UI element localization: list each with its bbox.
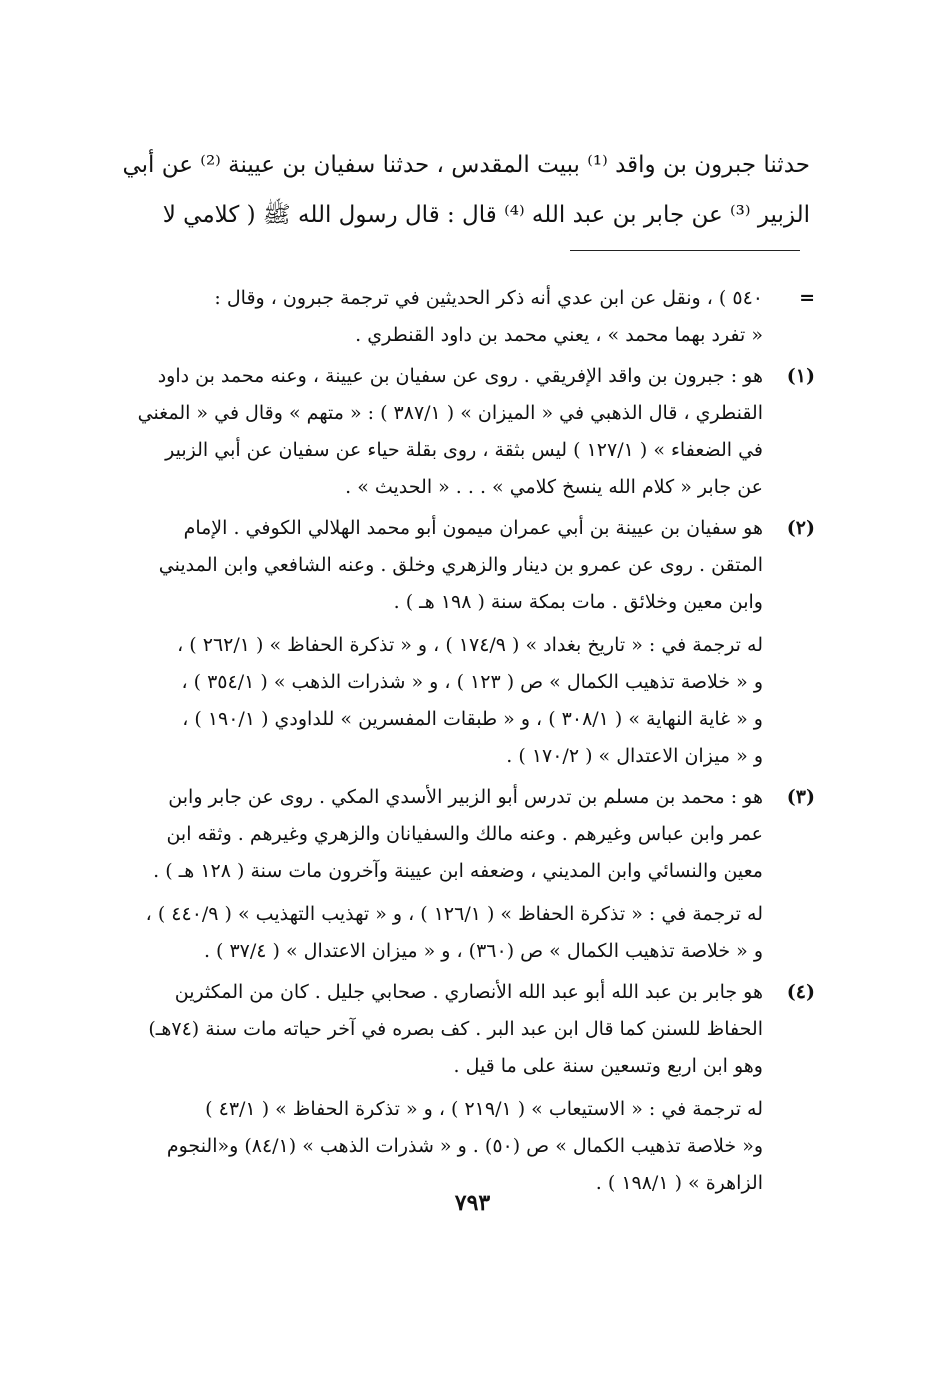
footnote-marker: (١) [786, 365, 815, 387]
footnote [150, 510, 815, 775]
footnotes [137, 280, 815, 1206]
footnote-line: هو سفيان بن عيينة بن أبي عمران ميمون أبو محمد الهلالي الكوفي . الإمام [183, 517, 763, 539]
footnote-line: عن جابر « كلام الله ينسخ كلامي » . . . « الحديث » . [345, 476, 763, 498]
page-number: ٧٩٣ [454, 1190, 491, 1216]
footnote-reference-line: الزاهرة » ( ١٩٨/١ ) . [595, 1172, 763, 1194]
footnote-reference-line: و « خلاصة تذهيب الكمال » ص ( ١٢٣ ) ، و « شذرات الذهب » ( ٣٥٤/١ ) ، [181, 671, 763, 693]
footnote-references [145, 896, 763, 970]
footnote-line: « تفرد بهما محمد » ، يعني محمد بن داود القنطري . [355, 324, 763, 346]
footnote-reference-line: و « خلاصة تذهيب الكمال » ص (٣٦٠) ، و « ميزان الاعتدال » ( ٣٧/٤ ) . [203, 940, 763, 962]
footnote-reference-line: و « ميزان الاعتدال » ( ١٧٠/٢ ) . [506, 745, 763, 767]
footnote [145, 779, 815, 970]
footnote-line: القنطري ، قال الذهبي في « الميزان » ( ٣٨٧/١ ) : « متهم » وقال في « المغني [137, 402, 763, 424]
main-text [122, 140, 810, 240]
footnote-line: ٥٤٠ ) ، ونقل عن ابن عدي أنه ذكر الحديثين في ترجمة جبرون ، وقال : [214, 287, 763, 309]
footnote-line: الحفاظ للسنن كما قال ابن عبد البر . كف بصره في آخر حياته مات سنة (٧٤هـ) [148, 1018, 763, 1040]
footnote-references [150, 627, 763, 775]
footnote-line: في الضعفاء » ( ١٢٧/١ ) ليس بثقة ، روى بقلة حياء عن سفيان عن أبي الزبير [165, 439, 763, 461]
footnote-line: هو : جبرون بن واقد الإفريقي . روى عن سفيان بن عيينة ، وعنه محمد بن داود [157, 365, 763, 387]
footnote [150, 280, 815, 354]
footnote-marker: = [799, 287, 815, 309]
footnote-line: عمر وابن عباس وغيرهم . وعنه مالك والسفيانان والزهري وغيرهم . وثقه ابن [166, 823, 763, 845]
main-text-line: الزبير ⁽³⁾ عن جابر بن عبد الله ⁽⁴⁾ قال : قال رسول الله ﷺ ( كلامي لا [162, 202, 810, 228]
main-text-line: حدثنا جبرون بن واقد ⁽¹⁾ ببيت المقدس ، حدثنا سفيان بن عيينة ⁽²⁾ عن أبي [122, 152, 810, 178]
footnote-reference-line: و « غاية النهاية » ( ٣٠٨/١ ) ، و « طبقات المفسرين » للداودي ( ١٩٠/١ ) ، [182, 708, 763, 730]
footnote-reference-line: له ترجمة في : « تاريخ بغداد » ( ١٧٤/٩ ) ، و « تذكرة الحفاظ » ( ٢٦٢/١ ) ، [177, 634, 763, 656]
footnote [137, 358, 815, 506]
footnote-marker: (٣) [786, 786, 815, 808]
footnote-line: هو : محمد بن مسلم بن تدرس أبو الزبير الأسدي المكي . روى عن جابر وابن [168, 786, 763, 808]
footnote-line: وابن معين وخلائق . مات بمكة سنة ( ١٩٨ هـ ) . [393, 591, 763, 613]
footnote-reference-line: له ترجمة في : « الاستيعاب » ( ٢١٩/١ ) ، و « تذكرة الحفاظ » ( ٤٣/١ ) [205, 1098, 763, 1120]
footnote-reference-line: و« خلاصة تذهيب الكمال » ص (٥٠) . و « شذرات الذهب » (٨٤/١) و«النجوم [166, 1135, 763, 1157]
footnote-marker: (٢) [786, 517, 815, 539]
footnote-marker: (٤) [786, 981, 815, 1003]
footnote [150, 974, 815, 1202]
footnote-reference-line: له ترجمة في : « تذكرة الحفاظ » ( ١٢٦/١ ) ، و « تهذيب التهذيب » ( ٤٤٠/٩ ) ، [145, 903, 763, 925]
footnote-line: وهو ابن اربع وتسعين سنة على ما قيل . [453, 1055, 763, 1077]
footnote-references [150, 1091, 763, 1202]
footnote-line: هو جابر بن عبد الله أبو عبد الله الأنصاري . صحابي جليل . كان من المكثرين [174, 981, 763, 1003]
footnote-divider [570, 250, 800, 251]
footnote-line: معين والنسائي وابن المديني ، وضعفه ابن عيينة وآخرون مات سنة ( ١٢٨ هـ ) . [153, 860, 763, 882]
footnote-line: المتقن . روى عن عمرو بن دينار والزهري وخلق . وعنه الشافعي وابن المديني [158, 554, 763, 576]
